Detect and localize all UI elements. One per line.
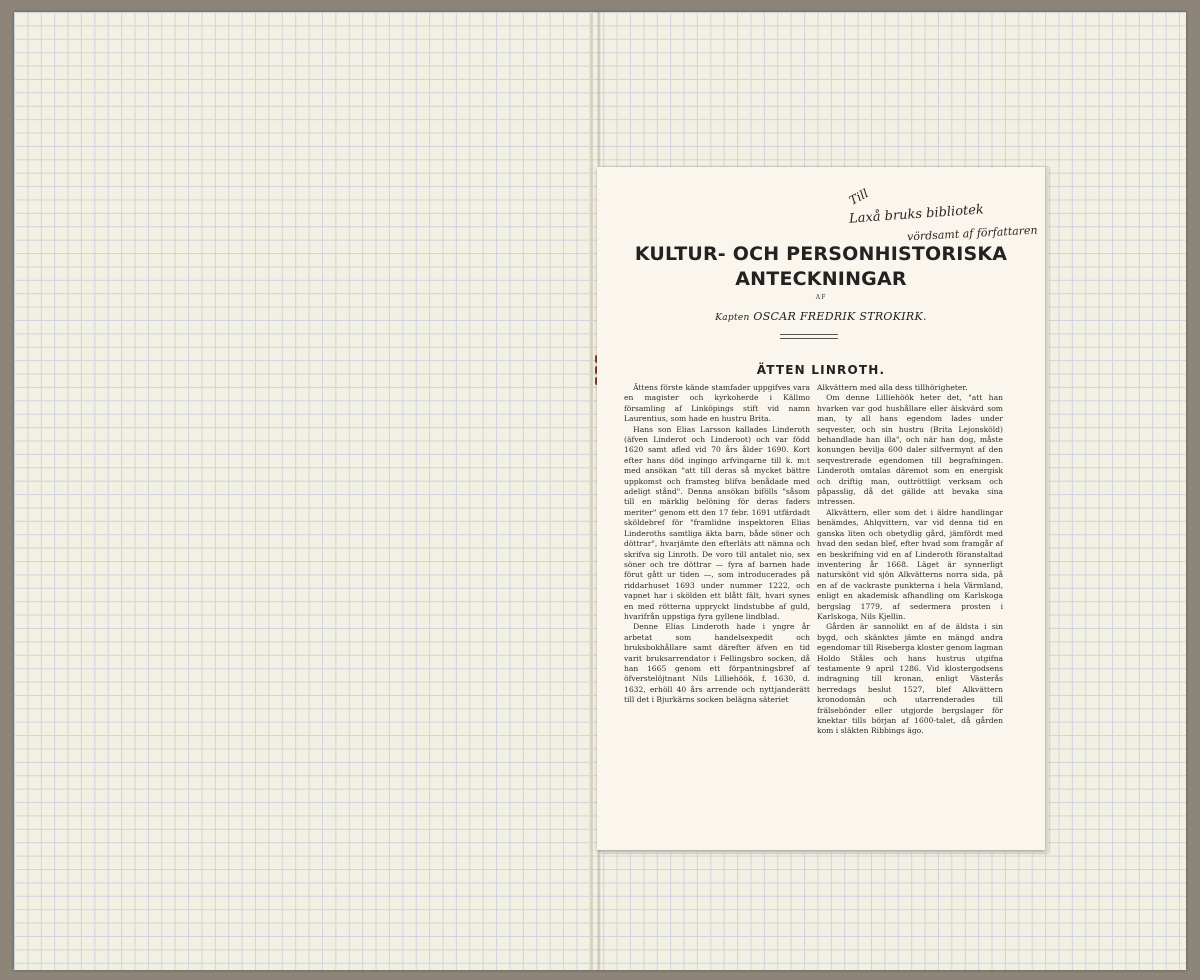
- right-column: [817, 383, 1003, 737]
- author-line: [597, 310, 1045, 323]
- paragraph: Alkvättern, eller som det i äldre handlingar benämdes, Ahlqvittern, var vid denna tid en ganska liten och obetydlig gård, jämfördt med hvad den sedan blef, efter hvad som framgår af en beskrifning vid en af Linderoth föranstaltad inventering år 1668. Läget är synnerligt naturskönt vid sjön Alkvätterns norra sida, på en af de vackraste punkterna i hela Värmland, enligt en akademisk afhandling om Karlskoga bergslag 1779, af sedermera prosten i Karlskoga, Nils Kjellin.: [817, 507, 1003, 621]
- paragraph: Om denne Lilliehöök heter det, "att han hvarken var god hushållare eller älskvärd som man, ty all hans egendom lades under seqvester, och sin hustru (Brita Lejonsköld) behandlade han illa", och när han dog, måste konungen bevilja 600 daler silfvermynt af den seqvestrerade egendomen till begrafningen. Linderoth omtalas däremot som en energisk och driftig man, outtröttligt verksam och påpasslig, då det gällde att bevaka sina intressen.: [817, 393, 1003, 507]
- paragraph: Alkvättern med alla dess tillhörigheter.: [817, 383, 968, 392]
- title-line-2: ANTECKNINGAR: [735, 268, 907, 290]
- author-name: OSCAR FREDRIK STROKIRK.: [753, 310, 927, 323]
- title-line-1: KULTUR- OCH PERSONHISTORISKA: [634, 243, 1008, 265]
- paragraph: Hans son Elias Larsson kallades Linderoth (äfven Linderot och Linderoot) och var född 1620 samt afled vid 70 års ålder 1690. Kort efter hans död ingingo arfvingarne till k. m:t med ansökan "att till deras så mycket bättre uppkomst och framsteg blifva benådade med adeligt stånd". Denna ansökan bifölls "såsom till en märklig belöning för deras faders meriter" genom ett den 17 febr. 1691 utfärdadt sköldebref för "framlidne inspektoren Elias Linderoths samtliga äkta barn, både söner och döttrar", hvarjämte den efterläts att nämna och skrifva sig Linroth. De voro till antalet nio, sex söner och tre döttrar — fyra af barnen hade förut gått ur tiden —, som introducerades på riddarhuset 1693 under nummer 1222, och vapnet har i skölden ett blått fält, hvari synes en med rötterna uppryckt lindstubbe af guld, hvarifrån uppstiga fyra gyllene lindblad.: [624, 424, 810, 621]
- handwritten-dedication-line3: vördsamt af författaren: [906, 223, 1038, 244]
- title-rule: [780, 334, 838, 339]
- section-heading: ÄTTEN LINROTH.: [756, 363, 886, 377]
- byline-af: AF: [815, 294, 827, 301]
- printed-leaflet: [597, 167, 1045, 850]
- author-rank: Kapten: [715, 313, 750, 323]
- page-edge: [590, 12, 593, 970]
- paragraph: Denne Elias Linderoth hade i yngre år arbetat som handelsexpedit och bruksbokhållare samt därefter äfven en tid varit bruksarrendator i Fellingsbro socken, då han 1665 genom ett förpantningsbref af öfverstelöjtnant Nils Lilliehöök, f. 1630, d. 1632, erhöll 40 års arrende och nyttjanderätt till det i Bjurkärns socken belägna säteriet: [624, 622, 810, 705]
- left-column: [624, 383, 810, 706]
- handwritten-dedication-line1: Till: [846, 186, 871, 208]
- paragraph: Ättens förste kände stamfader uppgifves vara en magister och kyrkoherde i Källmo församling af Linköpings stift vid namn Laurentius, som hade en hustru Brita.: [624, 383, 810, 424]
- handwritten-dedication-line2: Laxå bruks bibliotek: [848, 202, 985, 227]
- paragraph: Gården är sannolikt en af de äldsta i sin bygd, och skänktes jämte en mängd andra egendomar till Riseberga kloster genom lagman Holdo Ståles och hans hustrus utgifna testamente 9 april 1286. Vid klostergodsens indragning till kronan, enligt Västerås herredags beslut 1527, blef Alkvättern kronodomän och utarrenderades till frälsebönder eller utgjorde bergslager för knektar tills början af 1600-talet, då gården kom i släkten Ribbings ägo.: [817, 622, 1003, 736]
